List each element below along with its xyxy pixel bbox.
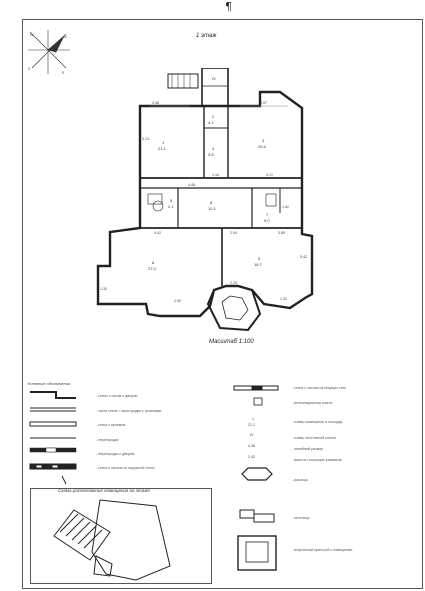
legend-right-symbols <box>232 384 282 574</box>
dim-8: 2.04 <box>230 231 237 235</box>
room-5-area: 2.1 <box>168 204 174 209</box>
compass-rose <box>26 28 72 78</box>
legend-item-2: - части стены / перегородки с проемами <box>96 409 162 413</box>
room-8-area: 27.0 <box>148 266 156 271</box>
dim-13: 1.32 <box>280 297 287 301</box>
dim-10: 2.90 <box>174 299 181 303</box>
legend-left-symbols <box>26 388 86 488</box>
room-4-area: 3.8 <box>208 152 214 157</box>
legend-symbol-linear: 4.36 <box>248 444 255 448</box>
legend-item-5: - перегородка с дверью <box>96 452 135 456</box>
dim-12: 2.29 <box>230 281 237 285</box>
floor-plan <box>90 68 330 336</box>
legend-item-3: - стена с проемом <box>96 423 126 427</box>
legend-right-4: - номер лестничной клетки <box>292 436 336 440</box>
compass-w: W <box>30 33 34 37</box>
compass-n: N <box>64 35 67 39</box>
dim-14: 5.42 <box>300 255 307 259</box>
legend-right-3: - номер помещения и площадь <box>292 420 343 424</box>
room-9-number: 9 <box>258 256 261 261</box>
dim-11: 1.30 <box>100 287 107 291</box>
room-6-area: 11.3 <box>208 206 216 211</box>
legend-item-4: - перегородка <box>96 438 119 442</box>
floor-title: 1 этаж <box>196 33 217 39</box>
room-4-number: 4 <box>212 146 215 151</box>
dim-3: 3.13 <box>142 137 149 141</box>
legend-right-2: - вентиляционная шахта <box>292 401 332 405</box>
room-9-area: 18.7 <box>254 262 262 267</box>
legend-right-9: - встроенный пристрой к помещению <box>292 548 353 552</box>
legend-symbol-height: 2.42 <box>248 455 255 459</box>
dim-1: 4.38 <box>152 101 159 105</box>
room-7-number: 7 <box>266 212 269 217</box>
dim-7: 4.42 <box>154 231 161 235</box>
dim-5: 4.46 <box>188 183 195 187</box>
legend-right-7: - крыльцо <box>292 478 308 482</box>
legend-right-6: - высота с помощью размеров <box>292 458 342 462</box>
room-1-number: 1 <box>162 140 165 145</box>
stair-label: IV <box>212 76 216 81</box>
legend-right-5: - линейный размер <box>292 447 324 451</box>
scheme-sketch <box>44 496 194 582</box>
room-2-area: 4.1 <box>208 120 214 125</box>
room-3-area: 29.4 <box>258 144 266 149</box>
room-5-number: 5 <box>170 198 173 203</box>
room-8-number: 8 <box>152 260 155 265</box>
room-3-number: 3 <box>262 138 265 143</box>
legend-title: Условные обозначения <box>27 381 71 386</box>
dim-15: 1.42 <box>282 205 289 209</box>
dim-9: 3.85 <box>278 231 285 235</box>
room-7-area: 9.0 <box>264 218 270 223</box>
legend-right-8: - лестница <box>292 516 310 520</box>
pilcrow-mark: ¶ <box>225 0 232 13</box>
room-6-number: 6 <box>210 200 213 205</box>
dim-6: 1.16 <box>212 173 219 177</box>
legend-symbol-area: 21.2 <box>248 423 255 427</box>
scale-label: Масштаб 1:100 <box>209 339 254 345</box>
legend-item-1: - стены с окном и дверью <box>96 394 138 398</box>
scheme-title: Схема расположения помещения на этаже <box>58 488 150 493</box>
dim-4: 4.72 <box>266 173 273 177</box>
dim-2: 3.97 <box>260 101 267 105</box>
compass-s: S <box>28 67 31 71</box>
legend-symbol-stair: IV <box>250 433 254 437</box>
legend-right-1: - стена с частью из несущих стен <box>292 386 347 390</box>
room-1-area: 21.1 <box>158 146 166 151</box>
legend-symbol-number: 1 <box>252 417 254 421</box>
compass-e: E <box>62 71 65 75</box>
room-2-number: 2 <box>212 114 215 119</box>
legend-item-6: - стена с частью из наружной стены <box>96 466 155 470</box>
